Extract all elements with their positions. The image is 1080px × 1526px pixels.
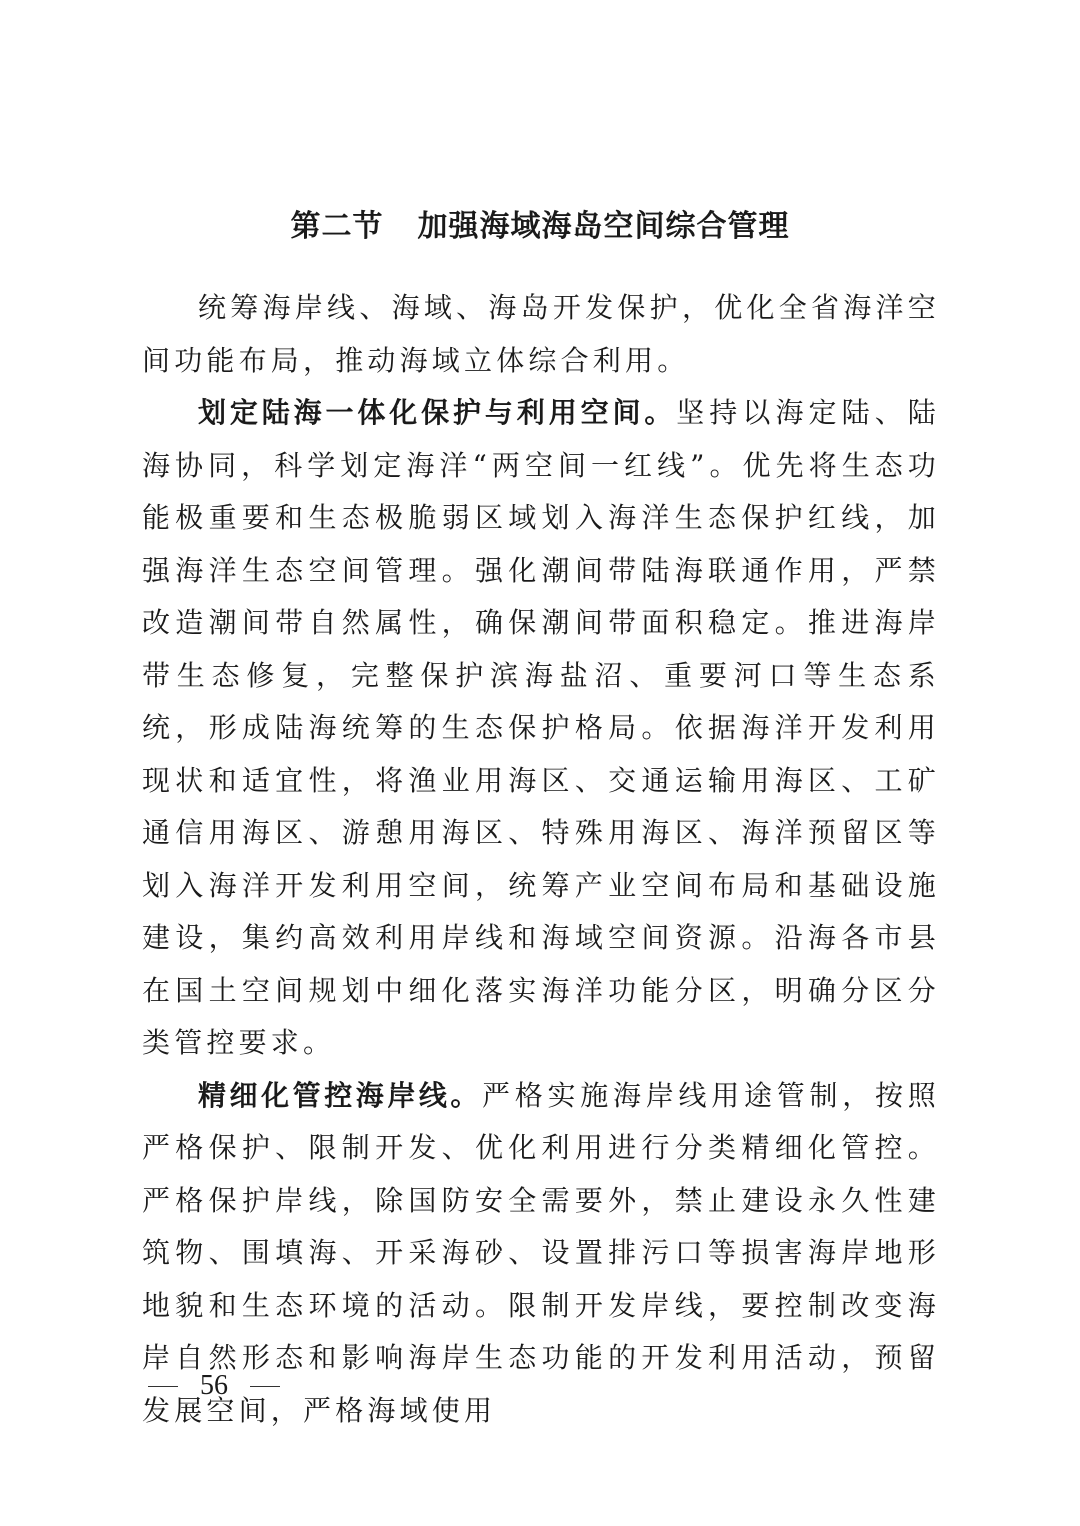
- page-footer: [148, 1365, 280, 1406]
- page-number: 56: [200, 1370, 228, 1401]
- footer-dash-left: [148, 1386, 178, 1387]
- paragraph-land-sea-space: [142, 387, 940, 1070]
- paragraph-text: 严格实施海岸线用途管制，按照严格保护、限制开发、优化利用进行分类精细化管控。严格保护岸线，除国防安全需要外，禁止建设永久性建筑物、围填海、开采海砂、设置排污口等损害海岸地形地貌和生态环境的活动。限制开发岸线，要控制改变海岸自然形态和影响海岸生态功能的开发利用活动，预留发展空间，严格海域使用: [142, 1078, 940, 1427]
- section-title-text: 加强海域海岛空间综合管理: [417, 209, 790, 244]
- section-heading: [0, 205, 1080, 249]
- body-text: [142, 282, 940, 1437]
- paragraph-text: 统筹海岸线、海域、海岛开发保护，优化全省海洋空间功能布局，推动海域立体综合利用。: [142, 291, 940, 377]
- footer-dash-right: [250, 1386, 280, 1387]
- paragraph-lead: 划定陆海一体化保护与利用空间。: [198, 396, 677, 429]
- paragraph-text: 坚持以海定陆、陆海协同，科学划定海洋“两空间一红线”。优先将生态功能极重要和生态极脆弱区域划入海洋生态保护红线，加强海洋生态空间管理。强化潮间带陆海联通作用，严禁改造潮间带自然属性，确保潮间带面积稳定。推进海岸带生态修复，完整保护滨海盐沼、重要河口等生态系统，形成陆海统筹的生态保护格局。依据海洋开发利用现状和适宜性，将渔业用海区、交通运输用海区、工矿通信用海区、游憩用海区、特殊用海区、海洋预留区等划入海洋开发利用空间，统筹产业空间布局和基础设施建设，集约高效利用岸线和海域空间资源。沿海各市县在国土空间规划中细化落实海洋功能分区，明确分区分类管控要求。: [142, 396, 940, 1059]
- paragraph-lead: 精细化管控海岸线。: [198, 1078, 482, 1112]
- paragraph-intro: [142, 282, 940, 387]
- section-number: 第二节: [290, 209, 384, 244]
